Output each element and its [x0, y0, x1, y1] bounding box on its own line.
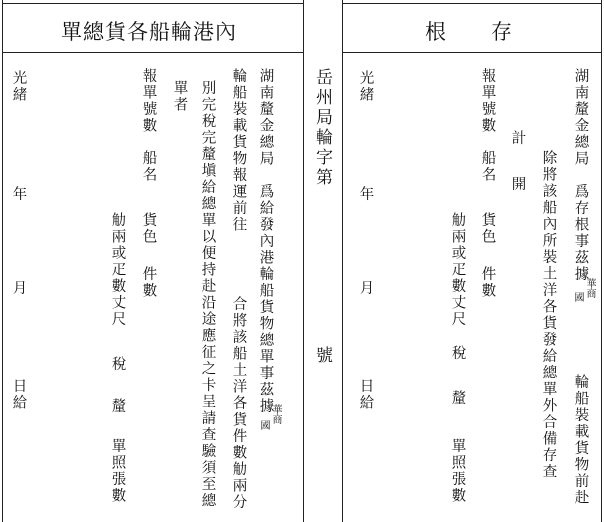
left-col-ship-name: 船名	[140, 150, 157, 183]
right-col-pieces: 件數	[479, 266, 496, 299]
right-stub-title: 根 存	[425, 20, 513, 44]
left-date-year: 年	[10, 186, 27, 203]
left-col-bureau: 湖南釐金總局 爲給發內港輪船貨物總單事茲據	[257, 68, 274, 415]
right-date-day: 日給	[357, 378, 374, 411]
seam-number-suffix: 號	[312, 346, 332, 366]
left-col-ship-load2: 合將該船土洋各貨件數觔兩分	[230, 296, 247, 511]
left-col-ship-load: 輪船裝載貨物報運前往	[230, 68, 247, 233]
left-date-era: 光緒	[10, 70, 27, 103]
left-col-permit-count: 單照張數	[109, 438, 126, 504]
right-col-tax: 稅	[449, 345, 466, 362]
left-header-divider	[2, 52, 304, 53]
seam-office-number: 岳州局輪字第	[312, 68, 332, 188]
right-date-era: 光緒	[357, 70, 374, 103]
right-col-except: 除將該船內所裝土洋各貨發給總單外合備存查	[540, 150, 557, 480]
right-col-bureau-note: 華商	[584, 278, 595, 298]
right-col-lijin: 釐	[449, 390, 466, 407]
right-date-year: 年	[357, 186, 374, 203]
right-col-bureau: 湖南釐金總局 爲存根事茲據	[572, 68, 589, 283]
right-stub-panel	[342, 0, 602, 522]
left-col-pieces: 件數	[140, 266, 157, 299]
left-col-weight: 觔兩或疋數丈尺	[109, 212, 126, 328]
left-col-lijin: 釐	[109, 398, 126, 415]
left-date-month: 月	[10, 280, 27, 297]
right-date-month: 月	[357, 280, 374, 297]
left-col-dan: 單者	[171, 80, 188, 113]
left-col-bureau-note2: 國	[258, 420, 269, 430]
left-col-separate-tax: 別完稅完釐塡給總單以便持赴沿途應征之卡呈請查驗須至總	[199, 80, 216, 509]
right-col-ship-name: 船名	[479, 150, 496, 183]
right-col-weight: 觔兩或疋數丈尺	[449, 212, 466, 328]
right-col-goods: 貨色	[479, 212, 496, 245]
right-header-divider	[342, 52, 602, 53]
right-col-bureau-note2: 國	[572, 292, 583, 302]
left-col-bureau-note: 華商	[270, 404, 281, 424]
left-col-report-no: 報單號數	[140, 68, 157, 134]
left-form-title: 單總貨各船輪港內	[61, 20, 237, 44]
right-col-report-no: 報單號數	[479, 68, 496, 134]
right-col-bureau-tail: 輪船裝載貨物前赴	[572, 374, 589, 506]
left-col-goods: 貨色	[140, 212, 157, 245]
right-col-kai: 開	[509, 176, 526, 193]
right-col-permit-count: 單照張數	[449, 438, 466, 504]
left-col-tax: 稅	[109, 356, 126, 373]
right-col-ji: 計	[509, 130, 526, 147]
left-date-day: 日給	[10, 378, 27, 411]
